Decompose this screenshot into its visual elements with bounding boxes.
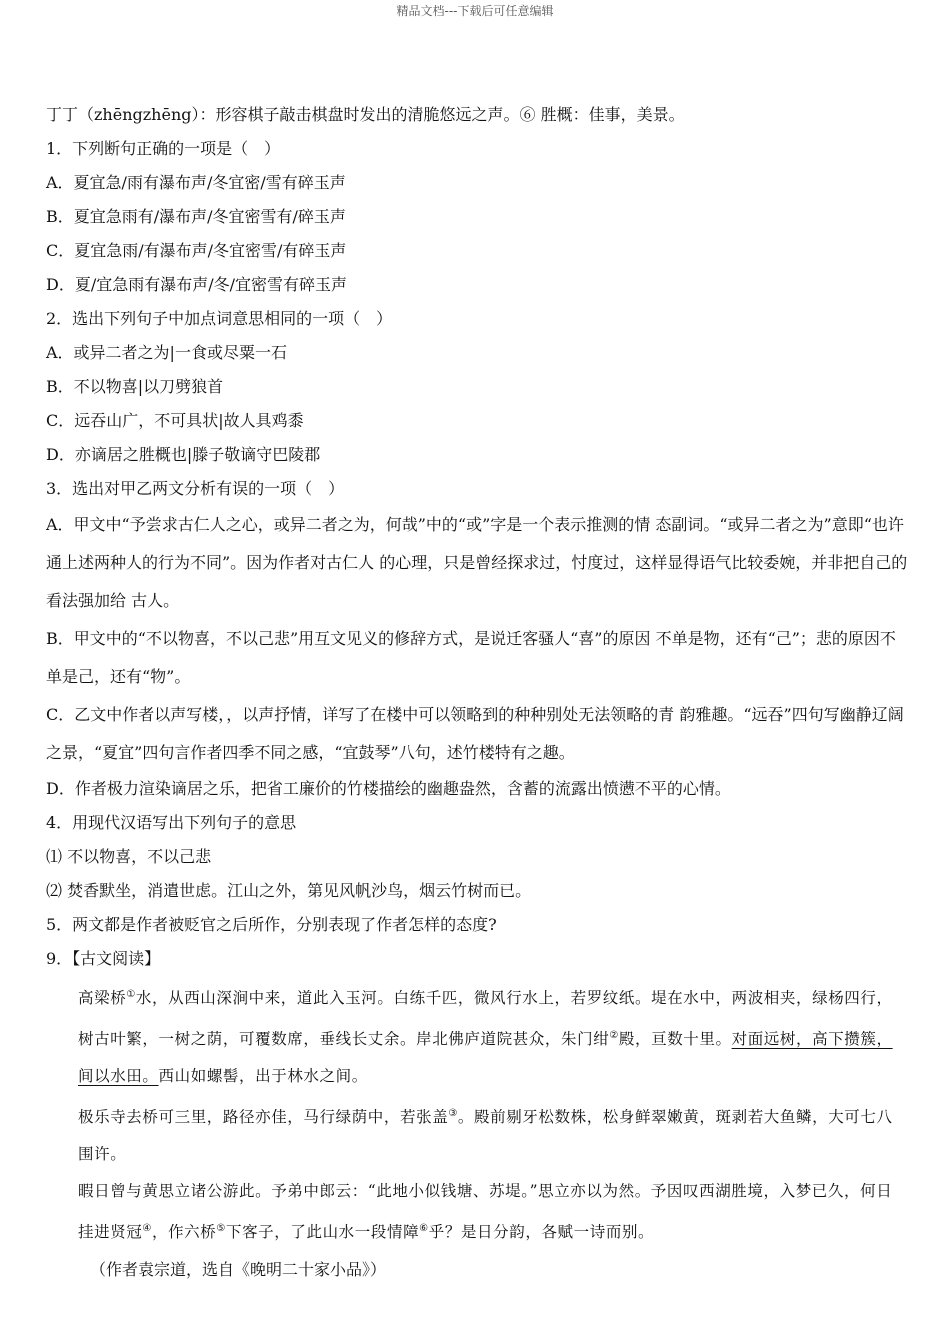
underlined-sentence: 对面远树，高下攒簇，间以水田。	[78, 1030, 893, 1086]
footnote-marker-3: ③	[448, 1108, 458, 1120]
para2-text-a: 极乐寺去桥可三里，路径亦佳，马行绿荫中，若张盖	[78, 1108, 449, 1127]
footnote-marker-2: ②	[609, 1030, 619, 1042]
ancient-text-paragraph-3	[46, 1173, 908, 1251]
question-4: 4．用现代汉语写出下列句子的意思	[46, 813, 297, 832]
para3-text-b: ，作六桥	[151, 1223, 217, 1242]
footnote-marker-1: ①	[126, 989, 136, 1000]
question-9-heading: 9．【古文阅读】	[46, 949, 161, 968]
footnote-marker-5: ⑤	[216, 1223, 226, 1235]
question-4-item-1: ⑴ 不以物喜，不以己悲	[46, 847, 212, 866]
para3-text-c: 下客子，了此山水一段情障	[225, 1223, 420, 1242]
footnote-line: 丁丁（zhēngzhēng）：形容棋子敲击棋盘时发出的清脆悠远之声。⑥ 胜概：佳事，美景。	[46, 105, 685, 124]
para1-text-d: 西山如螺髻，出于林水之间。	[158, 1067, 368, 1086]
question-3: 3．选出对甲乙两文分析有误的一项（ ）	[46, 479, 345, 498]
para3-text-a: 暇日曾与黄思立诸公游此。予弟中郎云：“此地小似钱塘、苏堤。”思立亦以为然。予因叹西湖胜境，入梦已久，何日挂进贤冠	[78, 1182, 893, 1242]
question-1: 1．下列断句正确的一项是（ ）	[46, 139, 281, 158]
option-2d: D．亦谪居之胜概也|滕子敬谪守巴陵郡	[46, 445, 321, 464]
para1-text-b: 水，从西山深涧中来，道此入玉河。白练千匹，微风行水上，若罗纹纸。堤在水中，两波相夹，绿杨四行，树古叶繁，一树之荫，可覆数席，垂线长丈余。岸北佛庐道院甚众，朱门绀	[78, 989, 893, 1049]
header-watermark: 精品文档---下载后可任意编辑	[396, 4, 554, 18]
para1-text-a: 高梁桥	[78, 989, 127, 1008]
option-1a: A．夏宜急/雨有瀑布声/冬宜密/雪有碎玉声	[46, 173, 346, 192]
question-4-item-2: ⑵ 焚香默坐，消遣世虑。江山之外，第见风帆沙鸟，烟云竹树而已。	[46, 881, 532, 900]
option-1d: D．夏/宜急雨有瀑布声/冬/宜密雪有碎玉声	[46, 275, 348, 294]
footnote-marker-4: ④	[142, 1223, 152, 1235]
question-2: 2．选出下列句子中加点词意思相同的一项（ ）	[46, 309, 393, 328]
option-3a: A．甲文中“予尝求古仁人之心，或异二者之为，何哉”中的“或”字是一个表示推测的情 态副词。“或异二者之为”意即“也许通上述两种人的行为不同”。因为作者对古仁人 的心理，只是曾经探求过，忖度过，这样显得语气比较委婉，并非把自己的看法强加给 古人。	[46, 515, 908, 610]
para2-text-b: 。殿前剔牙松数株，松身鲜翠嫩黄，斑剥若大鱼鳞，大可七八围许。	[78, 1108, 893, 1164]
document-body	[46, 98, 908, 1288]
option-2a: A．或异二者之为|一食或尽粟一石	[46, 343, 287, 362]
ancient-text-paragraph-2	[46, 1095, 908, 1173]
option-3c: C．乙文中作者以声写楼，，以声抒情，详写了在楼中可以领略到的种种别处无法领略的青 韵雅趣。“远吞”四句写幽静辽阔之景，“夏宜”四句言作者四季不同之感，“宜鼓琴”八句，述竹楼特有之趣。	[46, 705, 904, 762]
para1-text-c: 殿，亘数十里。	[618, 1030, 732, 1049]
option-2b: B．不以物喜|以刀劈狼首	[46, 377, 224, 396]
para3-text-d: 乎？是日分韵，各赋一诗而别。	[428, 1223, 655, 1242]
option-1c: C．夏宜急雨/有瀑布声/冬宜密雪/有碎玉声	[46, 241, 347, 260]
question-5: 5．两文都是作者被贬官之后所作，分别表现了作者怎样的态度?	[46, 915, 497, 934]
option-1b: B．夏宜急雨有/瀑布声/冬宜密雪有/碎玉声	[46, 207, 346, 226]
option-3b: B．甲文中的“不以物喜，不以己悲”用互文见义的修辞方式，是说迁客骚人“喜”的原因 不单是物，还有“己”；悲的原因不单是己，还有“物”。	[46, 629, 896, 686]
option-3d: D．作者极力渲染谪居之乐，把省工廉价的竹楼描绘的幽趣盎然，含蓄的流露出愤懑不平的心情。	[46, 779, 731, 798]
ancient-text-paragraph-1	[46, 976, 908, 1095]
option-2c: C．远吞山广，不可具状|故人具鸡黍	[46, 411, 304, 430]
footnote-marker-6: ⑥	[419, 1223, 429, 1235]
source-citation: （作者袁宗道，选自《晚明二十家小品》）	[90, 1259, 387, 1279]
